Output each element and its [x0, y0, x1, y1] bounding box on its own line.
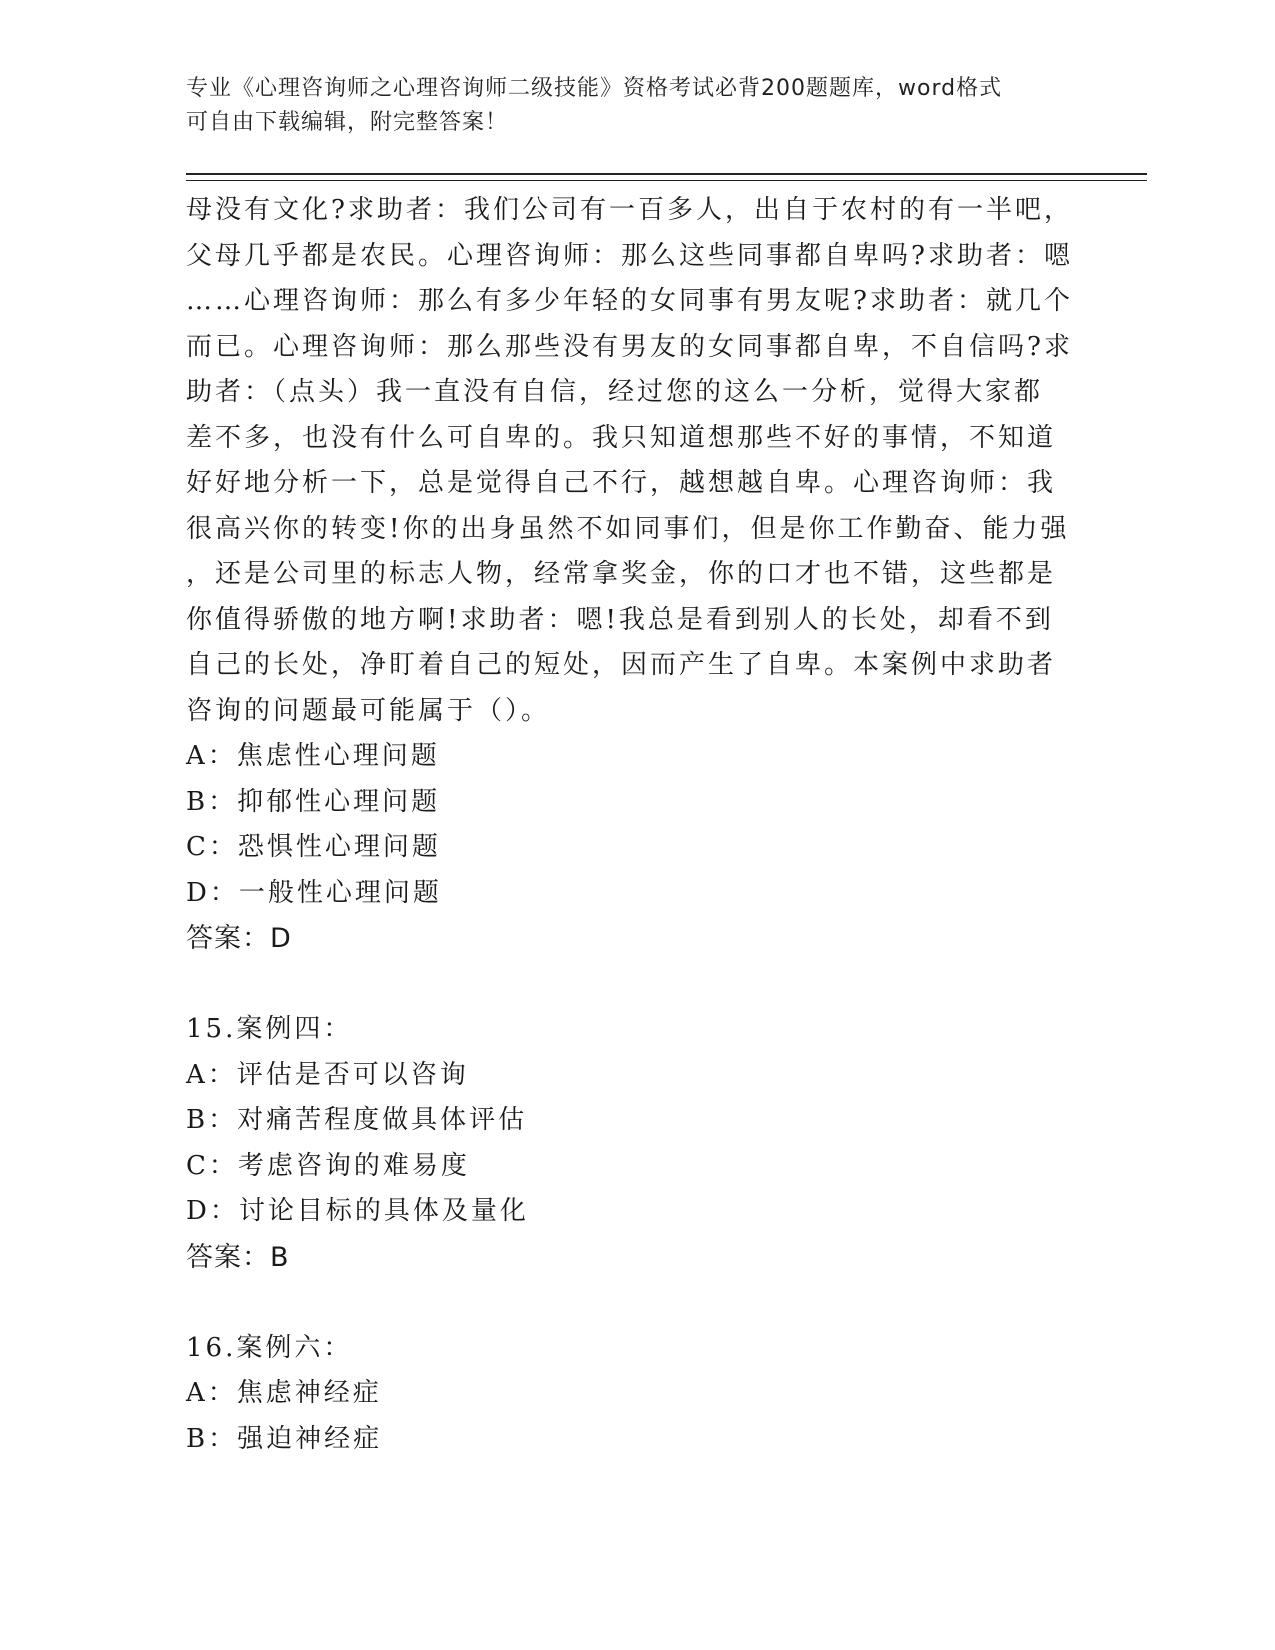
passage-line: 好好地分析一下，总是觉得自己不行，越想越自卑。心理咨询师：我: [186, 468, 1057, 498]
passage-line: ……心理咨询师：那么有多少年轻的女同事有男友呢?求助者：就几个: [186, 286, 1073, 316]
passage-line: 咨询的问题最可能属于（）。: [186, 695, 551, 726]
question-14-options: [186, 734, 1086, 962]
passage: [186, 188, 1086, 734]
header-line-2: 可自由下载编辑，附完整答案！: [186, 110, 509, 135]
option-d: D：一般性心理问题: [186, 877, 442, 908]
option-d: D：讨论目标的具体及量化: [186, 1196, 529, 1226]
option-a: A：焦虑性心理问题: [186, 741, 440, 771]
header-line-1: 专业《心理咨询师之心理咨询师二级技能》资格考试必背200题题库，word格式: [186, 76, 1003, 101]
header-rule-thin: [186, 180, 1147, 181]
question-15: [186, 1007, 1086, 1280]
question-title: 16.案例六：: [186, 1332, 353, 1363]
question-title: 15.案例四：: [186, 1014, 353, 1044]
passage-line: 母没有文化?求助者：我们公司有一百多人，出自于农村的有一半吧，: [186, 195, 1073, 225]
option-c: C：恐惧性心理问题: [186, 832, 441, 862]
option-a: A：焦虑神经症: [186, 1378, 382, 1408]
passage-line: 很高兴你的转变!你的出身虽然不如同事们，但是你工作勤奋、能力强: [186, 513, 1070, 544]
passage-line: 助者：（点头）我一直没有自信，经过您的这么一分析，觉得大家都: [186, 377, 1044, 407]
spacer: [186, 962, 1086, 1008]
question-16: [186, 1326, 1086, 1463]
answer-line: 答案：B: [186, 1241, 290, 1273]
option-c: C：考虑咨询的难易度: [186, 1150, 470, 1181]
passage-line: 父母几乎都是农民。心理咨询师：那么这些同事都自卑吗?求助者：嗯: [186, 240, 1073, 271]
option-a: A：评估是否可以咨询: [186, 1059, 469, 1090]
passage-line: ，还是公司里的标志人物，经常拿奖金，你的口才也不错，这些都是: [186, 559, 1057, 589]
document-header: [186, 72, 1066, 140]
option-b: B：强迫神经症: [186, 1423, 383, 1454]
option-b: B：抑郁性心理问题: [186, 786, 441, 817]
passage-line: 而已。心理咨询师：那么那些没有男友的女同事都自卑，不自信吗?求: [186, 331, 1073, 362]
passage-line: 你值得骄傲的地方啊!求助者：嗯!我总是看到别人的长处，却看不到: [186, 604, 1054, 635]
answer-line: 答案：D: [186, 923, 292, 954]
passage-line: 差不多，也没有什么可自卑的。我只知道想那些不好的事情，不知道: [186, 422, 1057, 453]
header-rule-thick: [186, 173, 1147, 175]
spacer: [186, 1280, 1086, 1326]
passage-line: 自己的长处，净盯着自己的短处，因而产生了自卑。本案例中求助者: [186, 650, 1057, 680]
document-body: [186, 188, 1086, 1462]
option-b: B：对痛苦程度做具体评估: [186, 1105, 528, 1135]
